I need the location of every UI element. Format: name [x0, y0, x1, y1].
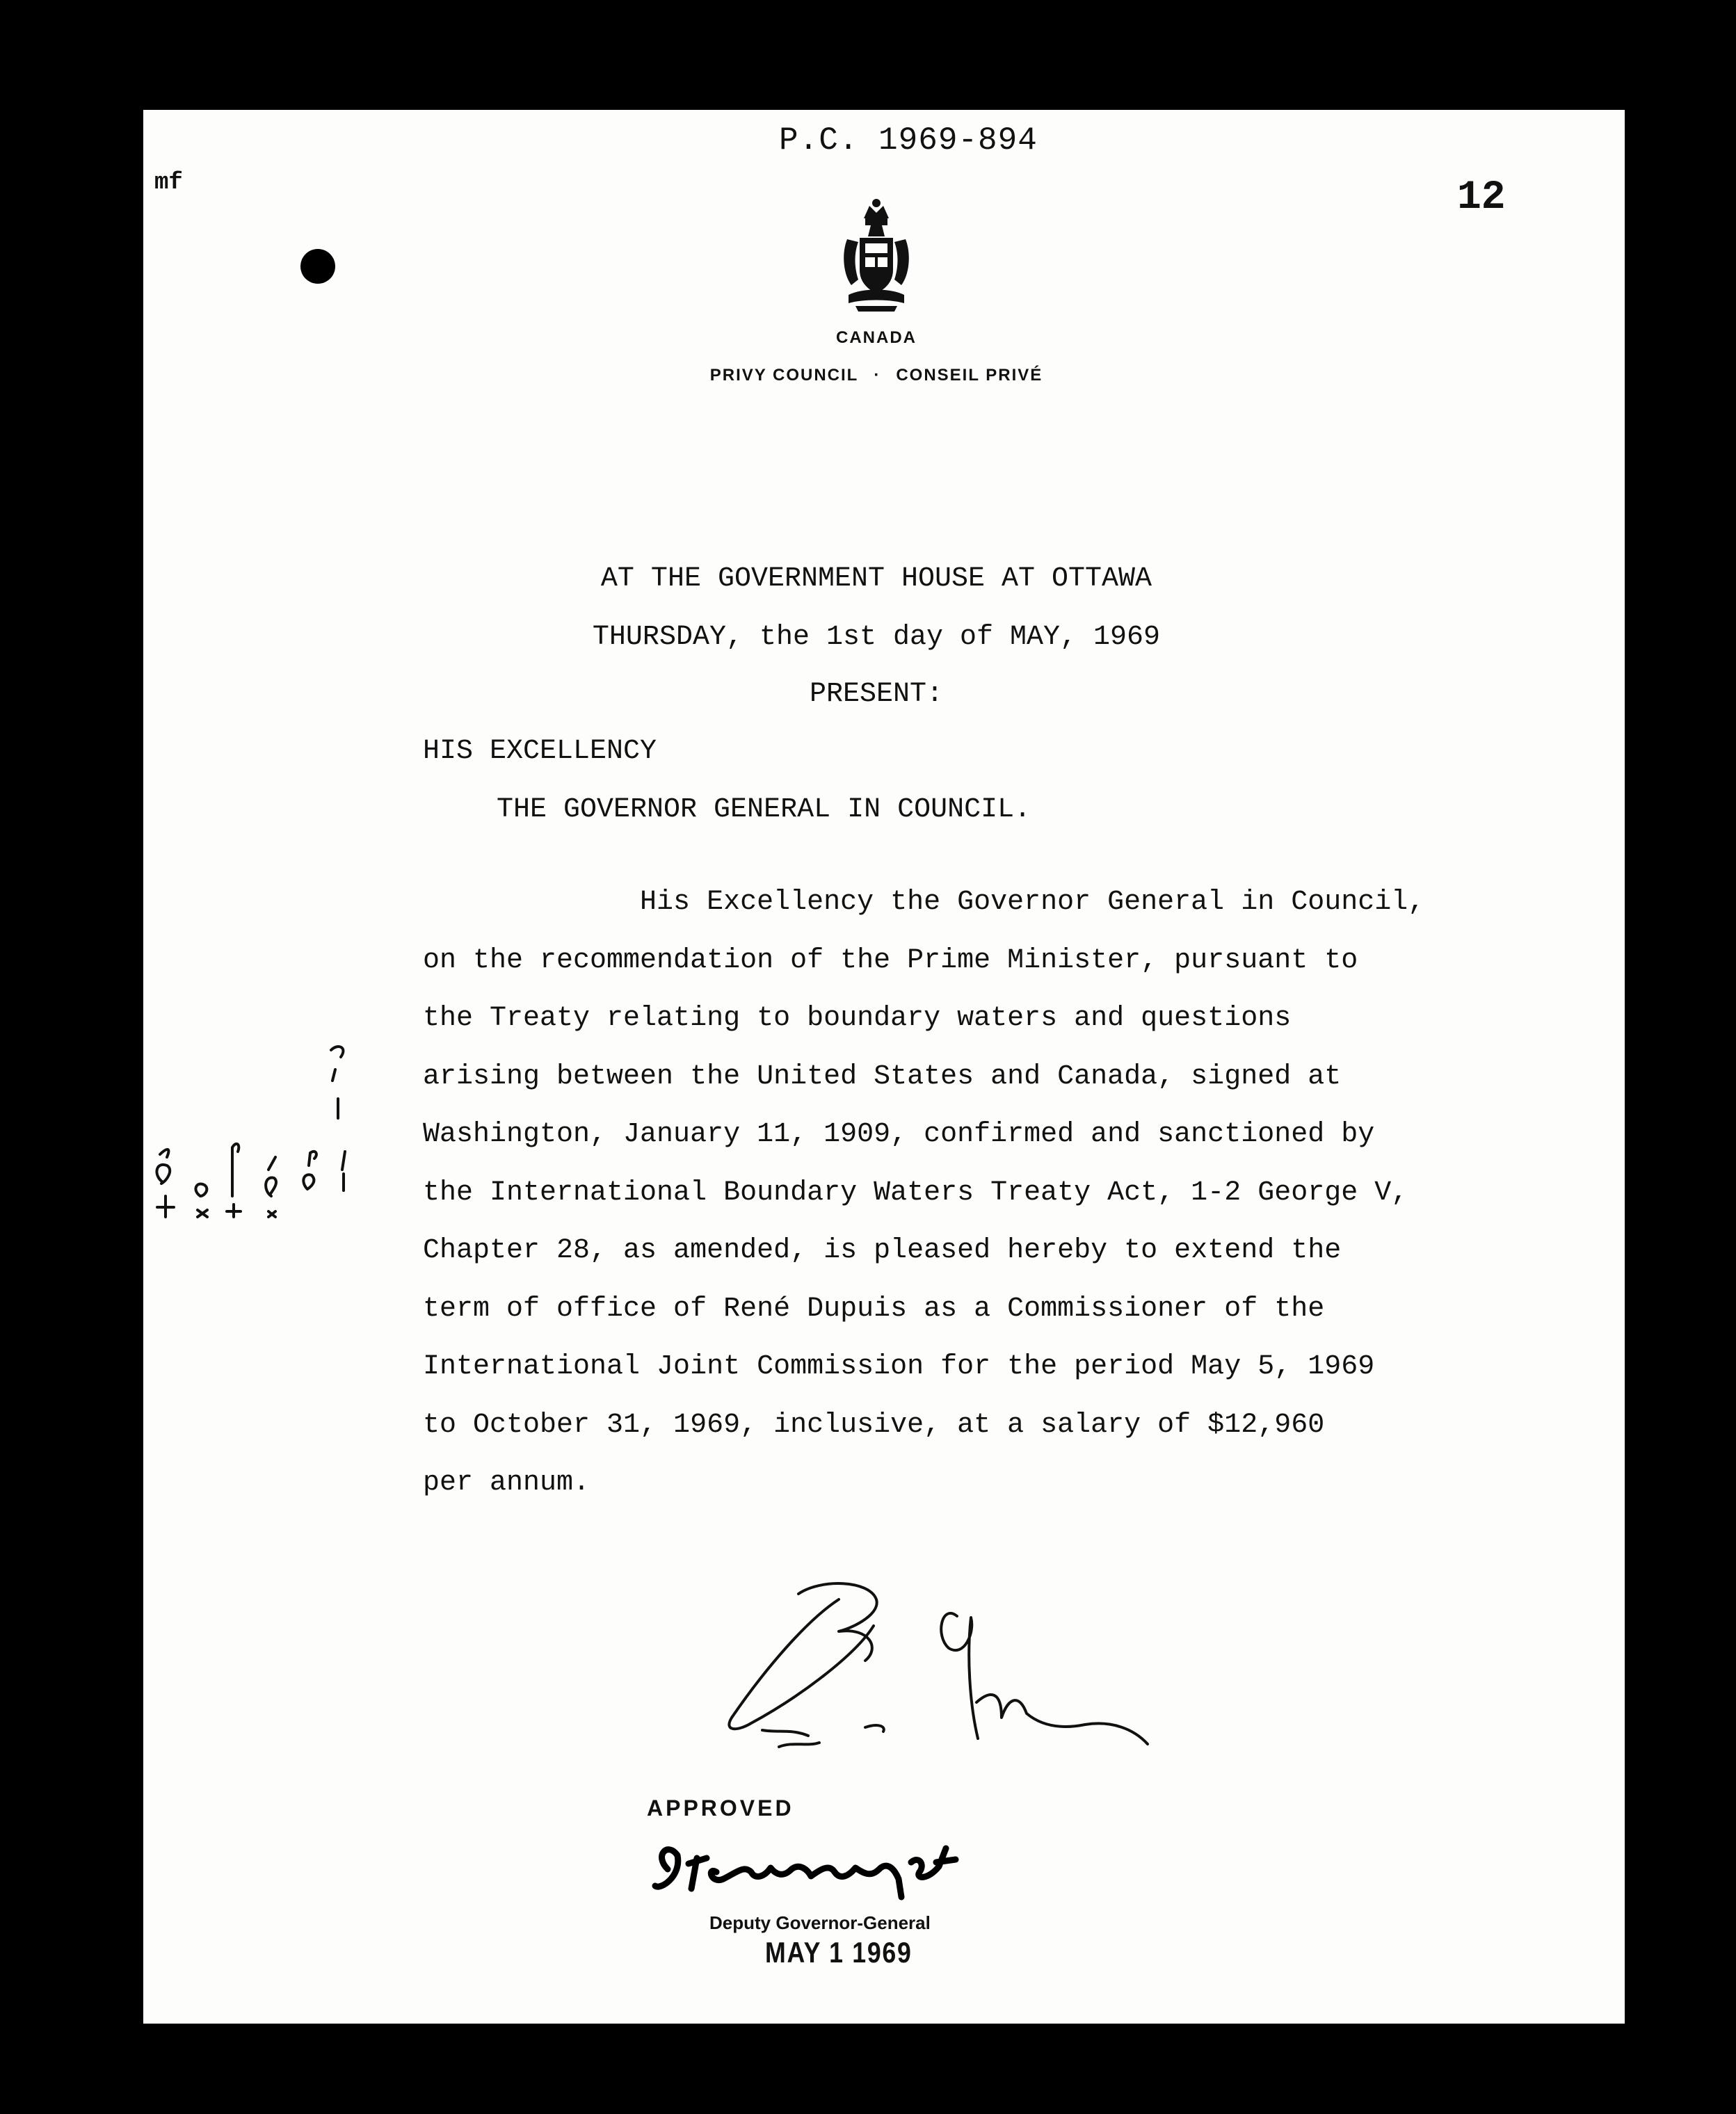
- body-line: His Excellency the Governor General in Council,: [423, 887, 1425, 918]
- meeting-date: THURSDAY, the 1st day of MAY, 1969: [592, 622, 1161, 653]
- coat-of-arms-icon: [835, 197, 918, 313]
- body-line: the International Boundary Waters Treaty Act, 1-2 George V,: [423, 1177, 1408, 1209]
- handwritten-margin-notes: [146, 1008, 355, 1238]
- page-number: 12: [1457, 175, 1506, 220]
- body-line: the Treaty relating to boundary waters and questions: [423, 1003, 1292, 1034]
- handwritten-signature: [716, 1572, 1203, 1773]
- approver-signature: [647, 1827, 967, 1904]
- body-line: Washington, January 11, 1909, confirmed and sanctioned by: [423, 1119, 1375, 1150]
- body-line: to October 31, 1969, inclusive, at a salary of $12,960: [423, 1409, 1325, 1441]
- present-heading: PRESENT:: [809, 679, 944, 710]
- approver-title: Deputy Governor-General: [709, 1912, 931, 1933]
- body-line: term of office of René Dupuis as a Commissioner of the: [423, 1293, 1325, 1325]
- council-separator: ·: [874, 366, 881, 385]
- council-french: CONSEIL PRIVÉ: [896, 366, 1043, 385]
- meeting-place: AT THE GOVERNMENT HOUSE AT OTTAWA: [600, 563, 1152, 595]
- country-label: CANADA: [836, 328, 917, 347]
- body-line: International Joint Commission for the period May 5, 1969: [423, 1351, 1375, 1382]
- body-line: Chapter 28, as amended, is pleased hereby to extend the: [423, 1235, 1342, 1266]
- approved-stamp-label: APPROVED: [647, 1796, 794, 1821]
- order-body: [423, 873, 1564, 1512]
- council-english: PRIVY COUNCIL: [709, 366, 859, 385]
- body-line: arising between the United States and Canada, signed at: [423, 1060, 1342, 1092]
- attendee-line-1: HIS EXCELLENCY: [423, 736, 657, 767]
- attendee-line-2: THE GOVERNOR GENERAL IN COUNCIL.: [497, 794, 1031, 825]
- corner-initials: mf: [154, 170, 183, 196]
- body-line: on the recommendation of the Prime Minister, pursuant to: [423, 944, 1358, 976]
- approval-date-stamp: MAY 1 1969: [765, 1936, 913, 1969]
- order-number: P.C. 1969-894: [779, 122, 1038, 159]
- punch-hole: [300, 249, 335, 284]
- council-label: [626, 366, 1127, 385]
- body-line: per annum.: [423, 1467, 590, 1499]
